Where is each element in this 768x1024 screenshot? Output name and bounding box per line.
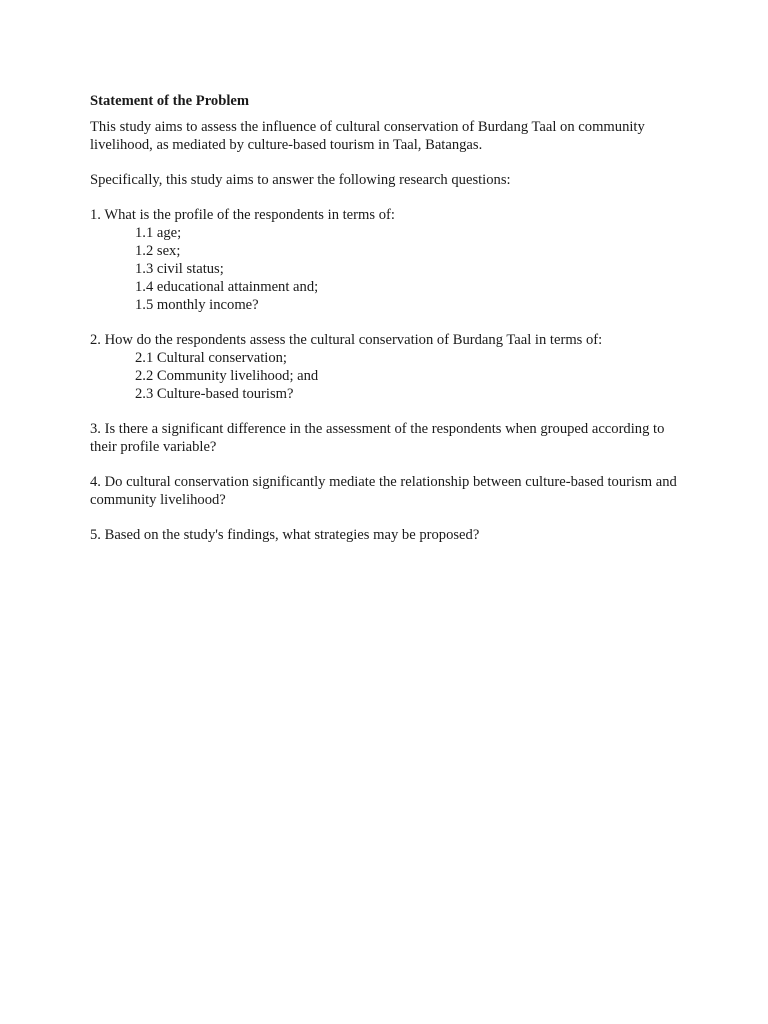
question-text: 2. How do the respondents assess the cultural conservation of Burdang Taal in terms of: [90, 332, 603, 348]
question-text: 3. Is there a significant difference in the assessment of the respondents when grouped according to their profile variable? [90, 421, 665, 455]
subitem: 2.1 Cultural conservation; [135, 350, 287, 366]
research-question-2 [90, 331, 690, 403]
subitem: 1.4 educational attainment and; [135, 279, 319, 295]
intro-paragraph: This study aims to assess the influence of cultural conservation of Burdang Taal on community livelihood, as mediated by culture-based tourism in Taal, Batangas. [90, 119, 645, 153]
lead-in-paragraph: Specifically, this study aims to answer the following research questions: [90, 172, 511, 188]
research-question-4 [90, 473, 690, 509]
document-page [90, 92, 690, 544]
research-question-3 [90, 420, 690, 456]
question-text: 1. What is the profile of the respondents in terms of: [90, 207, 395, 223]
question-text: 5. Based on the study's findings, what strategies may be proposed? [90, 527, 480, 543]
research-question-1 [90, 206, 690, 314]
research-question-5 [90, 526, 690, 544]
question-text: 4. Do cultural conservation significantly mediate the relationship between culture-based tourism and community livelihood? [90, 474, 677, 508]
question-subitems [90, 349, 690, 403]
section-heading: Statement of the Problem [90, 93, 250, 109]
subitem: 1.2 sex; [135, 243, 181, 259]
subitem: 2.3 Culture-based tourism? [135, 386, 294, 402]
subitem: 2.2 Community livelihood; and [135, 368, 319, 384]
subitem: 1.5 monthly income? [135, 297, 259, 313]
question-subitems [90, 224, 690, 314]
subitem: 1.3 civil status; [135, 261, 224, 277]
subitem: 1.1 age; [135, 225, 182, 241]
